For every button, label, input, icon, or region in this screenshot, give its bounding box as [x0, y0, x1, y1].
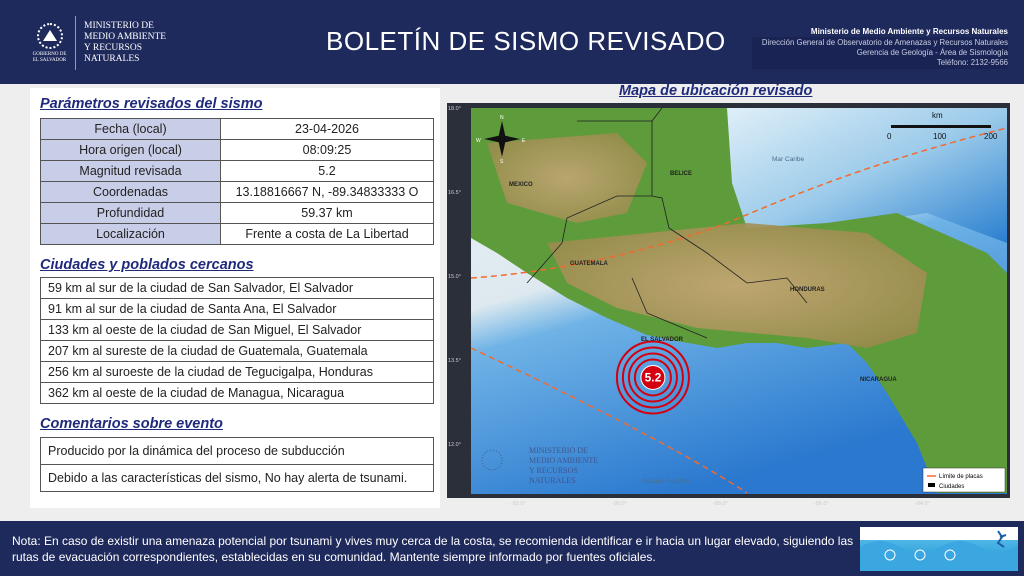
city-distance: 91 km al sur de la ciudad de Santa Ana, El Salvador: [41, 299, 434, 320]
country-label: HONDURAS: [790, 287, 825, 293]
param-label: Profundidad: [41, 203, 221, 224]
comment-row: [41, 438, 434, 465]
param-label: Hora origen (local): [41, 140, 221, 161]
city-row: [41, 299, 434, 320]
params-table: [40, 118, 434, 245]
country-label: MEXICO: [509, 182, 533, 188]
svg-text:km: km: [932, 111, 943, 120]
map-legend: [923, 468, 1005, 492]
ministry-logo-text: MINISTERIO DE MEDIO AMBIENTE Y RECURSOS NATURALES: [84, 21, 167, 64]
country-label: EL SALVADOR: [641, 337, 684, 343]
lon-tick-label: -86.0°: [814, 501, 829, 507]
comment-text: Debido a las características del sismo, No hay alerta de tsunami.: [41, 465, 434, 492]
cities-table: [40, 277, 434, 404]
page-title: BOLETÍN DE SISMO REVISADO: [326, 26, 726, 56]
lat-tick-label: 13.5°: [448, 358, 461, 364]
header-org-info: Ministerio de Medio Ambiente y Recursos Naturales Dirección General de Observatorio de Amenazas y Recursos Naturales Gerencia de Geología - Área de Sismología Teléfono: 2132-9566: [752, 27, 1008, 69]
lon-tick-label: -84.0°: [915, 501, 930, 507]
map-title: Mapa de ubicación revisado: [619, 83, 813, 99]
city-row: [41, 278, 434, 299]
city-row: [41, 383, 434, 404]
lon-tick-label: -90.0°: [612, 501, 627, 507]
city-distance: 207 km al sureste de la ciudad de Guatemala, Guatemala: [41, 341, 434, 362]
lat-tick-label: 16.5°: [448, 190, 461, 196]
svg-text:200: 200: [984, 132, 998, 141]
param-row: [41, 161, 434, 182]
sea-label: Oceano Pacifico: [642, 478, 690, 485]
param-value: 23-04-2026: [221, 119, 434, 140]
comment-row: [41, 465, 434, 492]
param-label: Magnitud revisada: [41, 161, 221, 182]
svg-text:NATURALES: NATURALES: [529, 476, 576, 485]
svg-text:100: 100: [933, 132, 947, 141]
param-value: Frente a costa de La Libertad: [221, 224, 434, 245]
comment-text: Producido por la dinámica del proceso de subducción: [41, 438, 434, 465]
lat-tick-label: 12.0°: [448, 442, 461, 448]
param-row: [41, 119, 434, 140]
svg-text:Y RECURSOS: Y RECURSOS: [529, 466, 578, 475]
lat-tick-label: 18.0°: [448, 106, 461, 112]
param-row: [41, 140, 434, 161]
param-label: Localización: [41, 224, 221, 245]
lon-tick-label: -92.0°: [511, 501, 526, 507]
tsunami-note: Nota: En caso de existir una amenaza potencial por tsunami y vives muy cerca de la costa, se recomienda identificar e ir hacia un lugar elevado, siguiendo las rutas de evacuación correspondientes, establecidas en su comunidad. Mantente siempre informado por fuentes oficiales.: [12, 534, 854, 564]
header: [0, 0, 1024, 84]
footer: [0, 521, 1024, 576]
param-row: [41, 182, 434, 203]
cities-heading: Ciudades y poblados cercanos: [40, 257, 254, 273]
svg-text:MINISTERIO DE: MINISTERIO DE: [529, 446, 588, 455]
param-label: Fecha (local): [41, 119, 221, 140]
param-value: 08:09:25: [221, 140, 434, 161]
city-distance: 133 km al oeste de la ciudad de San Miguel, El Salvador: [41, 320, 434, 341]
country-label: BELICE: [670, 171, 693, 177]
city-row: [41, 320, 434, 341]
lat-tick-label: 15.0°: [448, 274, 461, 280]
param-row: [41, 224, 434, 245]
country-label: NICARAGUA: [860, 377, 897, 383]
svg-text:0: 0: [887, 132, 892, 141]
param-label: Coordenadas: [41, 182, 221, 203]
params-heading: Parámetros revisados del sismo: [40, 96, 263, 112]
city-distance: 59 km al sur de la ciudad de San Salvador, El Salvador: [41, 278, 434, 299]
lon-tick-label: -88.0°: [713, 501, 728, 507]
city-row: [41, 341, 434, 362]
city-distance: 362 km al oeste de la ciudad de Managua, Nicaragua: [41, 383, 434, 404]
sea-label: Mar Caribe: [772, 156, 805, 163]
param-value: 5.2: [221, 161, 434, 182]
city-distance: 256 km al suroeste de la ciudad de Tegucigalpa, Honduras: [41, 362, 434, 383]
svg-text:N: N: [500, 115, 504, 121]
comments-table: [40, 437, 434, 492]
country-label: GUATEMALA: [570, 261, 608, 267]
ministry-logo: [30, 16, 190, 70]
svg-text:S: S: [500, 159, 504, 165]
svg-text:MEDIO AMBIENTE: MEDIO AMBIENTE: [529, 456, 599, 465]
government-seal-icon: GOBIERNO DE EL SALVADOR: [30, 16, 76, 70]
param-value: 13.18816667 N, -89.34833333 O: [221, 182, 434, 203]
epicenter-magnitude: 5.2: [644, 370, 662, 385]
svg-text:Ciudades: Ciudades: [939, 484, 965, 490]
param-row: [41, 203, 434, 224]
location-map: [447, 103, 1010, 507]
comments-heading: Comentarios sobre evento: [40, 416, 223, 432]
param-value: 59.37 km: [221, 203, 434, 224]
svg-text:W: W: [476, 138, 481, 144]
svg-text:E: E: [522, 138, 526, 144]
svg-text:Límite de placas: Límite de placas: [939, 474, 983, 480]
tsunami-evacuation-icon: [860, 527, 1018, 571]
city-row: [41, 362, 434, 383]
